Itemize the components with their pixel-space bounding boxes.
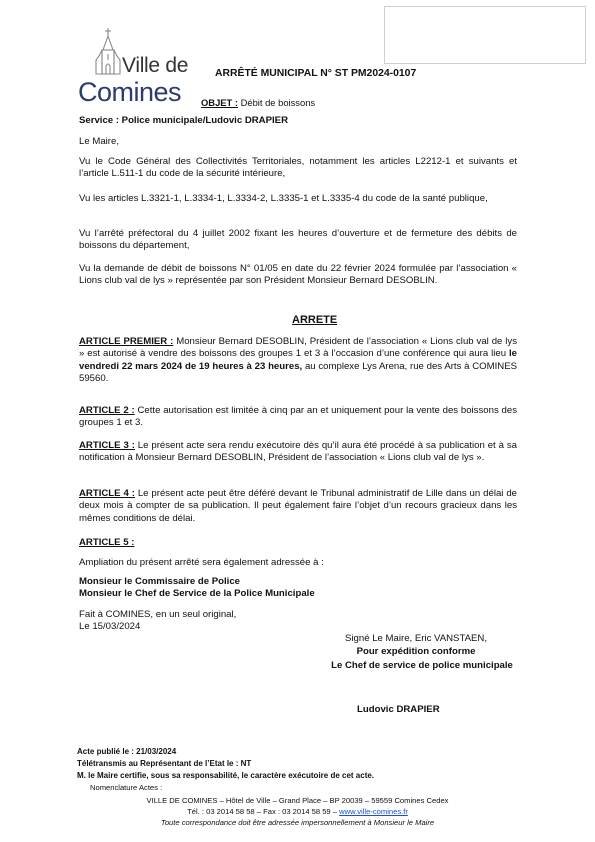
arrete-heading: ARRETE [292,314,338,326]
logo-ville-de: Ville de [122,54,189,77]
stamp-box [384,6,586,64]
footer-phone: Tél. : 03 2014 58 58 – Fax : 03 2014 58 59 – [187,807,340,816]
signature-line-2: Pour expédition conforme [356,646,476,657]
article-3 [79,440,517,465]
certification: M. le Maire certifie, sous sa responsabilité, le caractère exécutoire de cet acte. [77,771,375,780]
article-5-label: ARTICLE 5 : [79,537,135,548]
footer-correspondence: Toute correspondance doit être adressée impersonnellement à Monsieur le Maire [160,818,435,827]
article-1-bold: le vendredi 22 mars 2024 de 19 heures à 23 heures, [79,348,517,372]
published-date: Acte publié le : 21/03/2024 [77,747,177,756]
article-1-label: ARTICLE PREMIER : [79,336,174,347]
article-5-text: Ampliation du présent arrêté sera également adressée à : [79,557,324,568]
signature-line-1: Signé Le Maire, Eric VANSTAEN, [345,633,487,644]
article-2-text: Cette autorisation est limitée à cinq par an et uniquement pour la vente des boissons des groupes 1 et 3. [79,405,518,429]
article-4-text: Le présent acte peut être déféré devant le Tribunal administratif de Lille dans un délai de deux mois à compter de sa publication. Il peut également faire l’objet d’un recours gracieux dans les mêmes conditions de délai. [79,488,517,524]
website-link[interactable]: www.ville-comines.fr [339,807,408,816]
article-2-label: ARTICLE 2 : [79,405,135,416]
done-at: Fait à COMINES, en un seul original, [79,609,237,620]
vu-paragraph: Vu le Code Général des Collectivités Territoriales, notamment les articles L2212-1 et suivants et l’article L.511-1 du code de la sécurité intérieure, [79,156,517,180]
article-4 [79,488,517,525]
recipient: Monsieur le Commissaire de Police [79,576,241,587]
objet-line [201,97,315,109]
nomenclature: Nomenclature Actes : [90,783,163,792]
vu-paragraph: Vu l’arrêté préfectoral du 4 juillet 2002 fixant les heures d’ouverture et de fermeture des débits de boissons du département, [79,228,517,252]
city-logo [78,26,196,108]
objet-label: OBJET : [201,97,238,108]
recipient: Monsieur le Chef de Service de la Police Municipale [79,588,315,599]
article-3-text: Le présent acte sera rendu exécutoire dès qu’il aura été procédé à sa publication et à sa notification à Monsieur Bernard DESOBLIN, Président de l’association « Lions club val de lys ». [79,440,517,464]
logo-comines: Comines [78,77,182,107]
vu-paragraph: Vu la demande de débit de boissons N° 01/05 en date du 22 février 2024 formulée par l’association « Lions club val de lys » représentée par son Président Monsieur Bernard DESOBLIN. [79,263,517,287]
footer-address: VILLE DE COMINES – Hôtel de Ville – Grand Place – BP 20039 – 59559 Comines Cedex [146,796,449,805]
article-1-text: Monsieur Bernard DESOBLIN, Président de l’association « Lions club val de lys » est autorisé à vendre des boissons des groupes 1 et 3 à l’occasion d’une conférence qui aura lieu [79,336,518,360]
article-1 [79,336,517,386]
objet-text: Débit de boissons [237,97,316,108]
document-title: ARRÊTÉ MUNICIPAL N° ST PM2024-0107 [215,68,417,79]
article-4-label: ARTICLE 4 : [79,488,135,499]
footer-contact [60,807,535,817]
signature-line-3: Le Chef de service de police municipale [331,660,513,671]
signatory-name: Ludovic DRAPIER [357,704,440,715]
article-2 [79,405,517,430]
article-1-text-end: au complexe Lys Arena, rue des Arts à COMINES 59560. [79,360,518,385]
service-line: Service : Police municipale/Ludovic DRAPIER [79,115,288,126]
article-3-label: ARTICLE 3 : [79,440,135,451]
document-date: Le 15/03/2024 [79,621,141,632]
transmitted-info: Télétransmis au Représentant de l’Etat le : NT [77,759,252,768]
vu-paragraph: Vu les articles L.3321-1, L.3334-1, L.3334-2, L.3335-1 et L.3335-4 du code de la santé publique, [79,193,488,204]
salutation: Le Maire, [79,136,119,147]
